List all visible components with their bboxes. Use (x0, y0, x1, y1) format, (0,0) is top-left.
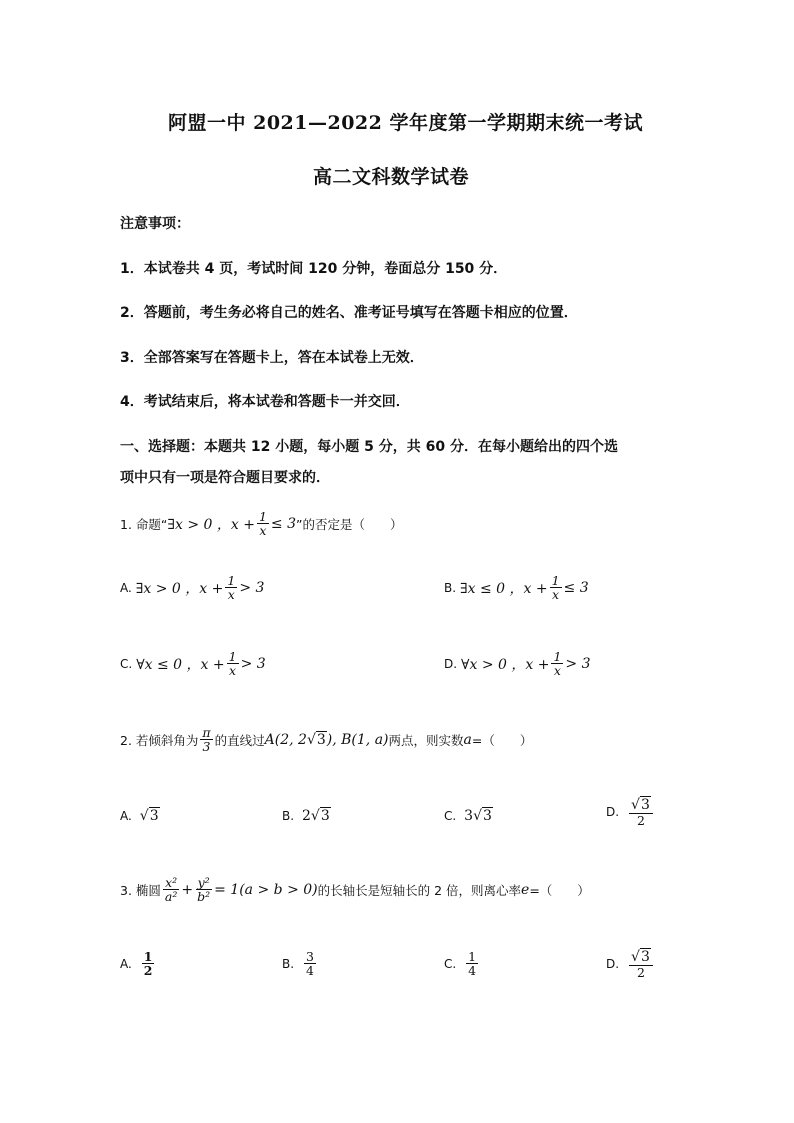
q1-option-d[interactable] (444, 650, 591, 677)
frac-num: 3 (306, 949, 314, 964)
option-letter: D. (606, 805, 620, 820)
option-letter: C. (444, 809, 457, 823)
option-fraction (550, 574, 562, 601)
option-letter: C. (120, 656, 133, 671)
frac-den: 2 (636, 964, 645, 980)
exam-title: 阿盟一中 2021—2022 学年度第一学期期末统一考试 (168, 112, 643, 134)
radicand: 3 (640, 797, 650, 813)
option-relation: > 3 (565, 655, 591, 672)
radicand: 3 (483, 808, 492, 824)
q1-prefix: 1. 命题“ (120, 516, 168, 532)
question-3 (120, 876, 590, 903)
q3-suffix: =（ ） (529, 882, 590, 898)
q2-option-d[interactable] (606, 798, 655, 827)
q1-relation: ≤ 3 (270, 515, 296, 532)
question-1 (120, 510, 402, 537)
option-fraction (304, 950, 316, 977)
exam-subtitle: 高二文科数学试卷 (313, 166, 470, 188)
option-relation: ≤ 3 (563, 579, 589, 596)
radicand: 3 (320, 808, 330, 824)
option-letter: D. (444, 656, 458, 671)
option-letter: A. (120, 580, 132, 595)
q2-angle-fraction (200, 726, 212, 753)
option-quantifier: ∀x ≤ 0 ，x + (136, 656, 225, 673)
q3-option-a[interactable] (120, 950, 156, 977)
frac-num: √3 (629, 950, 653, 966)
option-quantifier: ∃x > 0 ，x + (135, 580, 224, 597)
q2-suffix2: =（ ） (471, 732, 533, 748)
q2-option-a[interactable] (120, 808, 160, 824)
option-coef: 3 (464, 808, 474, 824)
frac-num: 1 (228, 649, 237, 664)
option-fraction (551, 650, 563, 677)
q1-fraction (257, 510, 269, 537)
q2-option-b[interactable] (282, 808, 331, 824)
q3-option-c[interactable] (444, 950, 480, 977)
frac-den: x (552, 587, 560, 603)
note-item: 4．考试结束后，将本试卷和答题卡一并交回． (120, 394, 410, 410)
q3-option-d[interactable] (606, 950, 655, 979)
option-fraction (629, 950, 653, 979)
q3-var: e (521, 881, 530, 898)
option-letter: B. (444, 580, 457, 595)
option-fraction (466, 950, 478, 977)
q3-mid: 的长轴长是短轴长的 2 倍，则离心率 (317, 882, 522, 898)
frac-den: x (229, 663, 237, 679)
section-heading-line2: 项中只有一项是符合题目要求的． (120, 470, 330, 486)
option-relation: > 3 (240, 655, 266, 672)
q1-condition: ∃x > 0 ，x + (167, 516, 255, 533)
q2-prefix: 2. 若倾斜角为 (120, 732, 199, 748)
option-fraction (142, 950, 155, 977)
option-letter: A. (120, 809, 132, 823)
frac-num: √3 (629, 798, 653, 814)
radicand: 3 (149, 808, 159, 824)
q3-equation: = 1(a > b > 0) (214, 881, 318, 898)
frac-den: 2 (636, 812, 645, 828)
frac-num: 1 (468, 949, 477, 964)
frac-num: 1 (227, 573, 236, 588)
frac-den: 4 (468, 963, 477, 979)
option-fraction (629, 798, 653, 827)
q1-option-c[interactable] (120, 650, 266, 677)
q3-y-fraction (195, 876, 212, 903)
frac-num: 1 (551, 573, 560, 588)
frac-num: x² (165, 875, 178, 890)
frac-den: 2 (143, 963, 153, 979)
frac-den: 3 (202, 739, 211, 755)
notes-heading: 注意事项： (120, 216, 190, 232)
q1-option-a[interactable] (120, 574, 264, 601)
option-quantifier: ∃x ≤ 0 ，x + (460, 580, 548, 597)
q3-option-b[interactable] (282, 950, 318, 977)
q2-mid: 的直线过 (214, 732, 265, 748)
frac-num: 1 (143, 949, 153, 964)
option-letter: C. (444, 956, 457, 971)
note-item: 2．答题前，考生务必将自己的姓名、准考证号填写在答题卡相应的位置． (120, 305, 578, 321)
frac-den: 4 (306, 963, 314, 979)
option-letter: D. (606, 957, 620, 972)
option-relation: > 3 (239, 579, 265, 596)
frac-num: π (202, 725, 211, 740)
option-quantifier: ∀x > 0 ，x + (461, 656, 550, 673)
note-item: 3．全部答案写在答题卡上，答在本试卷上无效． (120, 350, 424, 366)
option-fraction (227, 650, 239, 677)
q1-frac-num: 1 (258, 509, 267, 524)
frac-den: a² (164, 889, 178, 905)
frac-num: 1 (553, 649, 562, 664)
q2-option-c[interactable] (444, 808, 493, 824)
option-coef: 2 (302, 808, 311, 824)
option-letter: B. (282, 956, 295, 971)
note-item: 1．本试卷共 4 页，考试时间 120 分钟，卷面总分 150 分． (120, 261, 508, 277)
frac-num: y² (197, 875, 210, 890)
section-heading-line1: 一、选择题：本题共 12 小题，每小题 5 分，共 60 分．在每小题给出的四个选 (120, 439, 618, 455)
option-letter: A. (120, 956, 132, 971)
option-letter: B. (282, 809, 295, 823)
option-fraction (225, 574, 237, 601)
q3-x-fraction (163, 876, 179, 903)
radicand: 3 (640, 949, 650, 965)
option-sqrt: √3 (473, 808, 492, 824)
frac-den: x (227, 587, 235, 603)
question-2 (120, 726, 532, 753)
q3-plus: + (181, 881, 194, 898)
option-sqrt: √3 (310, 808, 330, 824)
q2-var: a (463, 731, 472, 748)
q2-point-b: ), B(1, a) (326, 731, 389, 748)
q1-suffix: ”的否定是（ ） (296, 516, 403, 532)
frac-den: b² (197, 889, 211, 905)
q2-sqrt: √3 (306, 731, 326, 748)
radicand: 3 (316, 731, 326, 748)
q2-point-a: A(2, 2 (264, 731, 307, 748)
frac-den: x (553, 663, 561, 679)
q1-frac-den: x (259, 523, 267, 539)
option-sqrt: √3 (139, 808, 159, 824)
q2-suffix1: 两点，则实数 (388, 732, 464, 748)
q3-prefix: 3. 椭圆 (120, 882, 161, 898)
q1-option-b[interactable] (444, 574, 589, 601)
